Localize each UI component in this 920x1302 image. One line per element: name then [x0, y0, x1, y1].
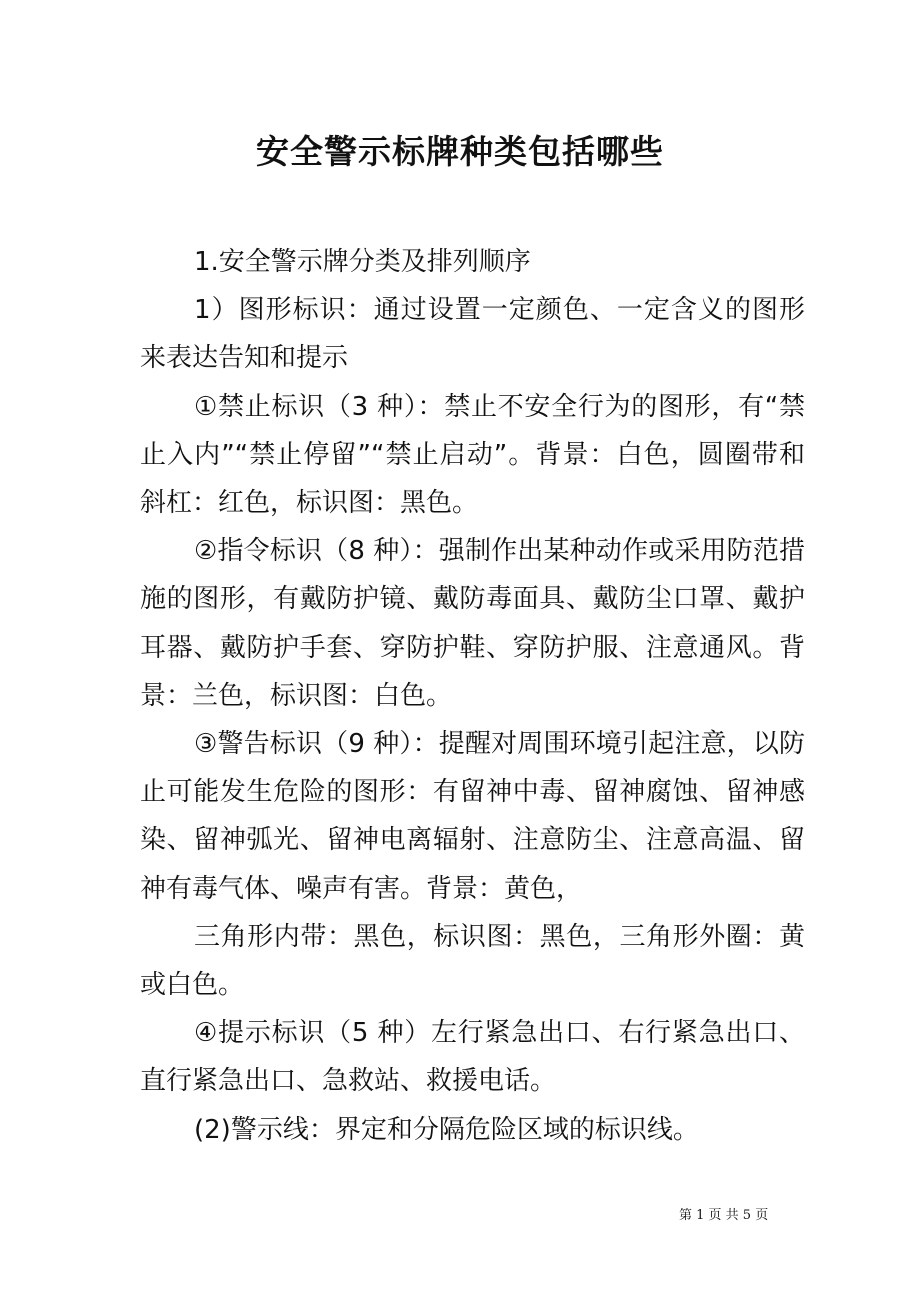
paragraph-warning-signs: ③警告标识（9 种）：提醒对周围环境引起注意，以防止可能发生危险的图形：有留神中毒、留神腐蚀、留神感染、留神弧光、留神电离辐射、注意防尘、注意高温、留神有毒气体、噪声有害。背景：黄色， — [140, 729, 805, 904]
paragraph-prohibition-signs: ①禁止标识（3 种）：禁止不安全行为的图形，有“禁止入内”“禁止停留”“禁止启动”。背景：白色，圆圈带和斜杠：红色，标识图：黑色。 — [140, 391, 805, 519]
paragraph-mandatory-signs: ②指令标识（8 种）：强制作出某种动作或采用防范措施的图形，有戴防护镜、戴防毒面具、戴防尘口罩、戴护耳器、戴防护手套、穿防护鞋、穿防护服、注意通风。背景：兰色，标识图：白色。 — [140, 536, 805, 711]
paragraph-graphic-signs: 1）图形标识：通过设置一定颜色、一定含义的图形来表达告知和提示 — [140, 295, 805, 374]
paragraph-warning-signs-continued: 三角形内带：黑色，标识图：黑色，三角形外圈：黄或白色。 — [140, 921, 805, 1001]
paragraph-warning-lines: (2)警示线：界定和分隔危险区域的标识线。 — [194, 1114, 699, 1145]
document-body — [140, 238, 805, 1154]
document-title: 安全警示标牌种类包括哪些 — [256, 132, 664, 171]
paragraph-information-signs: ④提示标识（5 种）左行紧急出口、右行紧急出口、直行紧急出口、急救站、救援电话。 — [140, 1018, 805, 1097]
page-number-footer: 第 1 页 共 5 页 — [679, 1208, 769, 1223]
paragraph-section-heading: 1.安全警示牌分类及排列顺序 — [194, 247, 531, 277]
